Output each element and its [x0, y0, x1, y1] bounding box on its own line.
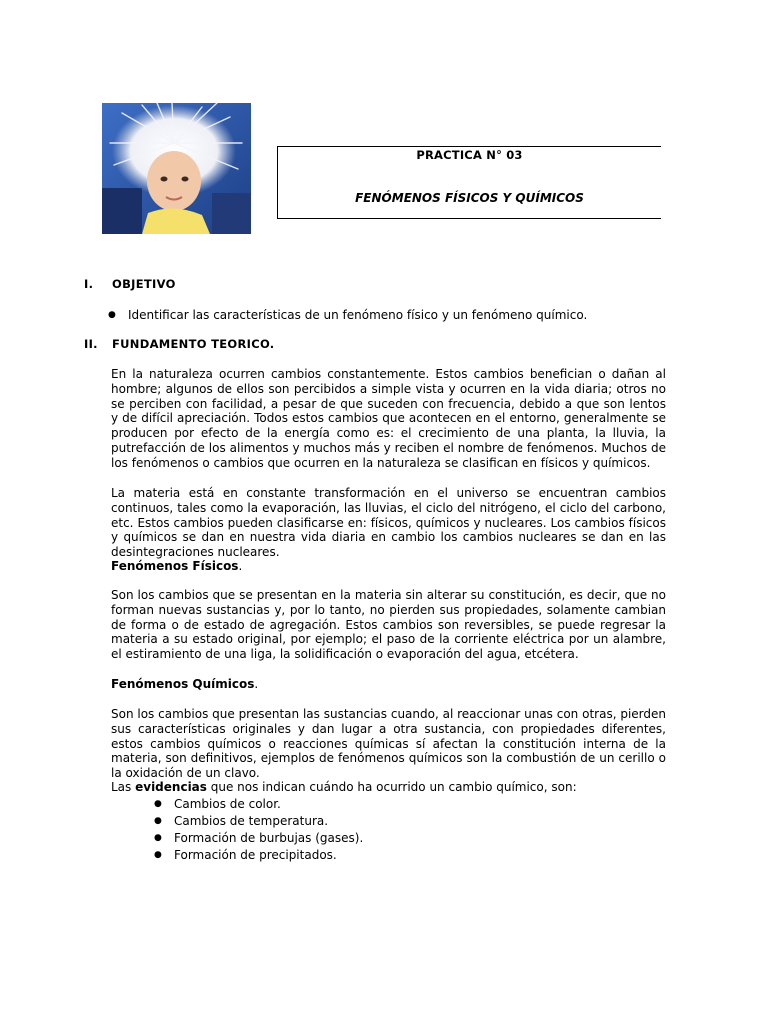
- list-item: [154, 797, 281, 812]
- evidencias-bold: evidencias: [135, 780, 207, 794]
- section-title: OBJETIVO: [112, 277, 176, 291]
- list-item: [108, 308, 588, 323]
- evidencias-intro: [111, 780, 666, 795]
- bullet-icon: ●: [154, 799, 162, 809]
- practice-number: PRACTICA N° 03: [416, 148, 523, 162]
- subheading-quimicos-text: Fenómenos Químicos: [111, 677, 255, 691]
- section-objetivo-heading: [84, 277, 176, 291]
- list-item: [154, 814, 329, 829]
- paragraph-quimicos: Son los cambios que presentan las sustancias cuando, al reaccionar unas con otras, pierden sus características originales y dan lugar a otra sustancia, con propiedades diferentes, estos cambios químicos o reacciones químicas sí afectan la constitución interna de la materia, son definitivos, ejemplos de fenómenos químicos son la combustión de un cerillo o la oxidación de un clavo.: [111, 707, 666, 781]
- photo-illustration: [102, 103, 251, 234]
- evidencia-item: Formación de burbujas (gases).: [174, 831, 364, 845]
- paragraph-materia: La materia está en constante transformación en el universo se encuentran cambios continuos, tales como la evaporación, las lluvias, el ciclo del nitrógeno, el ciclo del carbono, etc. Estos cambios pueden clasificarse en: físicos, químicos y nucleares. Los cambios físicos y químicos se dan en nuestra vida diaria en cambio los cambios nucleares se dan en las desintegraciones nucleares.: [111, 486, 666, 560]
- list-item: [154, 848, 337, 863]
- section-fundamento-heading: [84, 337, 274, 351]
- section-title: FUNDAMENTO TEORICO.: [112, 337, 275, 351]
- evidencias-pre: Las: [111, 780, 136, 794]
- subheading-fisicos-text: Fenómenos Físicos: [111, 559, 239, 573]
- document-title: FENÓMENOS FÍSICOS Y QUÍMICOS: [355, 191, 584, 205]
- bullet-icon: ●: [108, 310, 116, 320]
- objetivo-item-text: Identificar las características de un fenómeno físico y un fenómeno químico.: [128, 308, 588, 322]
- paragraph-intro: En la naturaleza ocurren cambios constantemente. Estos cambios benefician o dañan al hombre; algunos de ellos son percibidos a simple vista y ocurren en la vida diaria; otros no se perciben con facilidad, a pesar de que suceden con frecuencia, debido a que son lentos y de difícil apreciación. Todos estos cambios que acontecen en el entorno, generalmente se producen por efecto de la energía como es: el crecimiento de una planta, la lluvia, la putrefacción de los alimentos y muchos más y reciben el nombre de fenómenos. Muchos de los fenómenos o cambios que ocurren en la naturaleza se clasifican en físicos y químicos.: [111, 367, 666, 470]
- title-box: [277, 146, 661, 219]
- paragraph-fisicos: Son los cambios que se presentan en la materia sin alterar su constitución, es decir, que no forman nuevas sustancias y, por lo tanto, no pierden sus propiedades, solamente cambian de forma o de estado de agregación. Estos cambios son reversibles, se puede regresar la materia a su estado original, por ejemplo; el paso de la corriente eléctrica por un alambre, el estiramiento de una liga, la solidificación o evaporación del agua, etcétera.: [111, 588, 666, 662]
- bullet-icon: ●: [154, 833, 162, 843]
- section-number: I.: [84, 277, 94, 291]
- evidencias-post: que nos indican cuándo ha ocurrido un cambio químico, son:: [206, 780, 577, 794]
- bullet-icon: ●: [154, 850, 162, 860]
- section-number: II.: [84, 337, 98, 351]
- child-static-hair-photo: [102, 103, 251, 234]
- evidencia-item: Formación de precipitados.: [174, 848, 337, 862]
- evidencia-item: Cambios de color.: [174, 797, 281, 811]
- subheading-quimicos: Fenómenos Químicos.: [111, 677, 259, 691]
- bullet-icon: ●: [154, 816, 162, 826]
- subheading-fisicos: Fenómenos Físicos.: [111, 559, 243, 573]
- list-item: [154, 831, 364, 846]
- evidencia-item: Cambios de temperatura.: [174, 814, 329, 828]
